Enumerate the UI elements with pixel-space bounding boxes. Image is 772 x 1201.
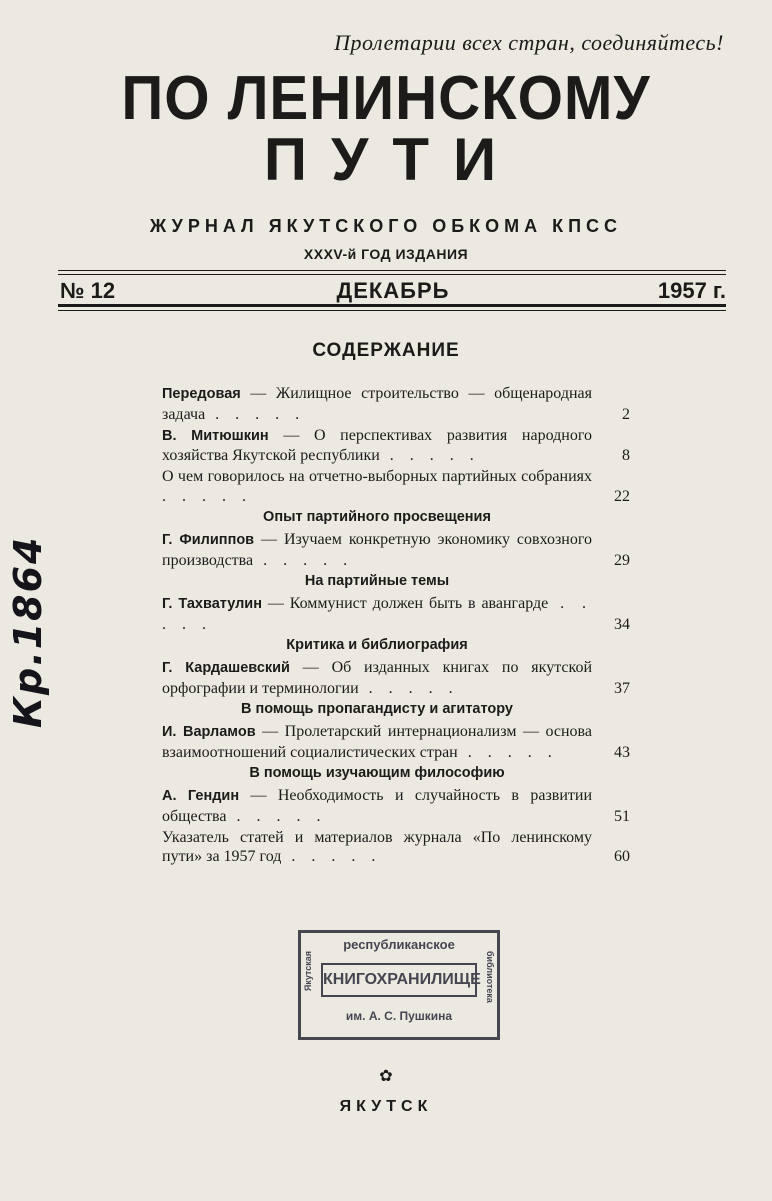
toc-section-heading: В помощь изучающим философию <box>249 764 505 781</box>
handwritten-call-number: Кр.1864 <box>6 535 50 728</box>
toc-entry <box>162 426 630 466</box>
flower-ornament-icon: ✿ <box>379 1068 393 1085</box>
stamp-side-right: библиотека <box>485 951 495 1003</box>
toc-entry-text <box>162 722 592 762</box>
toc-entry-title: — О перспективах развития народного хозяйства Якутской республики <box>162 426 592 464</box>
toc-page-number: 60 <box>614 848 630 865</box>
stamp-line3: им. А. С. Пушкина <box>345 1009 453 1023</box>
toc-dot-leader: . . . . . <box>457 743 558 761</box>
toc-entry <box>162 594 630 634</box>
toc-page-number: 22 <box>614 487 630 505</box>
publication-city: ЯКУТСК <box>339 1098 433 1115</box>
toc-entry <box>162 658 630 698</box>
toc-entry-author: Г. Кардашевский <box>162 660 290 676</box>
toc-entry-title: — Об изданных книгах по якутской орфографии и терминологии <box>162 659 592 697</box>
table-of-contents <box>162 384 630 868</box>
toc-page-number: 2 <box>622 405 630 423</box>
toc-section-heading: На партийные темы <box>304 572 450 589</box>
stamp-side-left: Якутская <box>303 951 313 992</box>
toc-entry-title: — Жилищное строительство — общенародная задача <box>162 385 592 423</box>
toc-entry-text <box>162 384 592 424</box>
toc-dot-leader: . . . . . <box>358 679 459 697</box>
divider-top-thin <box>58 270 726 271</box>
toc-entry-title: Указатель статей и материалов журнала «По ленинскому пути» за 1957 год <box>162 828 592 865</box>
toc-dot-leader: . . . . . <box>162 487 252 505</box>
toc-entry <box>162 467 630 506</box>
toc-entry-author: И. Варламов <box>162 724 256 740</box>
toc-entry <box>162 786 630 826</box>
toc-entry-author: Г. Филиппов <box>162 532 255 548</box>
toc-page-number: 43 <box>614 743 630 761</box>
publication-year-label: XXXV-й ГОД ИЗДАНИЯ <box>303 246 469 262</box>
toc-dot-leader: . . . . . <box>281 848 382 865</box>
toc-entry-text <box>162 426 592 466</box>
journal-title-line2: ПУТИ <box>263 126 521 193</box>
toc-entry-author: Передовая <box>162 386 241 402</box>
toc-entry <box>162 530 630 570</box>
toc-entry-author: В. Митюшкин <box>162 427 269 444</box>
toc-entry-author: А. Гендин <box>162 788 240 804</box>
toc-entry-text <box>162 786 592 826</box>
toc-section-heading: Опыт партийного просвещения <box>263 508 491 525</box>
toc-entry-title: — Изучаем конкретную экономику совхозного производства <box>162 531 593 569</box>
toc-entry <box>162 828 630 867</box>
toc-dot-leader: . . . . . <box>226 807 327 825</box>
divider-top-thin-2 <box>58 274 726 275</box>
issue-number: № 12 <box>60 278 116 303</box>
toc-entry-text <box>162 658 592 698</box>
toc-page-number: 37 <box>614 679 630 697</box>
issue-month: ДЕКАБРЬ <box>336 278 450 303</box>
journal-title-line1: ПО ЛЕНИНСКОМУ <box>121 64 651 133</box>
toc-page-number: 34 <box>614 615 630 633</box>
contents-title: СОДЕРЖАНИЕ <box>312 340 460 361</box>
toc-entry-title: — Необходимость и случайность в развитии общества <box>162 787 592 825</box>
toc-section-heading: В помощь пропагандисту и агитатору <box>240 700 513 717</box>
toc-dot-leader: . . . . . <box>379 447 480 464</box>
journal-subtitle: ЖУРНАЛ ЯКУТСКОГО ОБКОМА КПСС <box>149 216 623 236</box>
toc-entry-text <box>162 467 592 506</box>
toc-page-number: 29 <box>614 551 630 569</box>
toc-entry-author: Г. Тахватулин <box>162 596 262 612</box>
toc-dot-leader: . . . . . <box>205 405 306 423</box>
toc-entry-text <box>162 828 592 867</box>
issue-info-row <box>60 278 726 304</box>
library-stamp <box>298 930 500 1040</box>
toc-entry-title: — Пролетарский интернационализм — основа взаимоотношений социалистических стран <box>162 723 592 761</box>
issue-year: 1957 г. <box>657 278 726 303</box>
toc-entry-text <box>162 594 592 634</box>
toc-page-number: 8 <box>622 447 630 464</box>
toc-page-number: 51 <box>614 807 630 825</box>
stamp-line1: республиканское <box>343 937 455 952</box>
toc-entry <box>162 722 630 762</box>
stamp-line2: КНИГОХРАНИЛИЩЕ <box>321 963 477 997</box>
toc-entry-text <box>162 530 592 570</box>
toc-entry-title: — Коммунист должен быть в авангарде <box>261 595 549 612</box>
divider-thick <box>58 304 726 307</box>
toc-dot-leader: . . . . . <box>253 551 354 569</box>
toc-entry-title: О чем говорилось на отчетно-выборных партийных собраниях <box>162 468 592 485</box>
motto: Пролетарии всех стран, соединяйтесь! <box>334 30 724 55</box>
divider-bottom-thin <box>58 310 726 311</box>
toc-dot-leader: . . . . . <box>162 595 593 633</box>
toc-entry <box>162 384 630 424</box>
toc-section-heading: Критика и библиография <box>286 636 468 653</box>
